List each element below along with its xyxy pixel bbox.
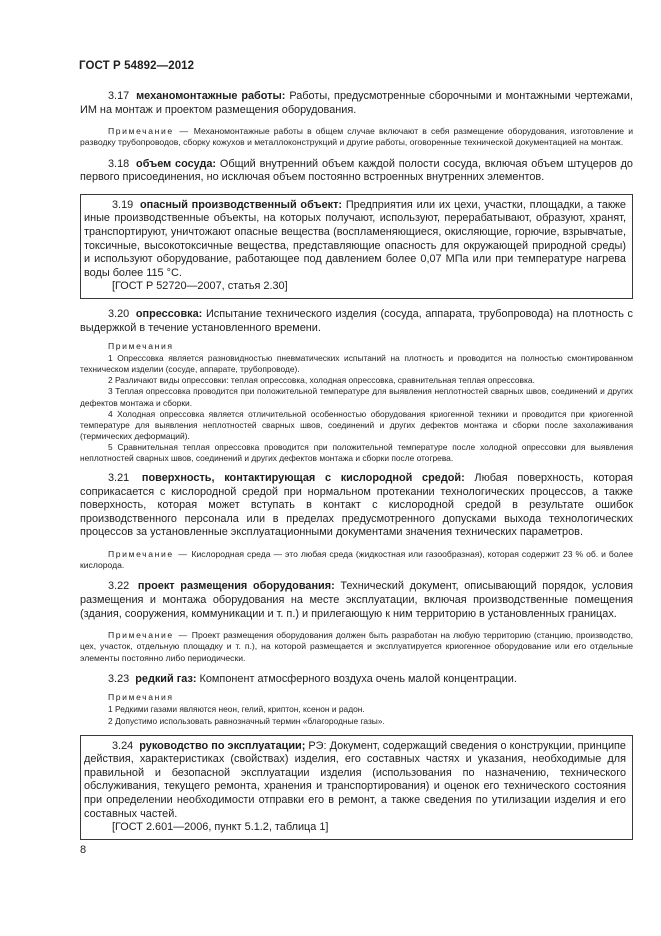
document-header: ГОСТ Р 54892—2012 [79, 60, 195, 72]
term-source: [ГОСТ 2.601—2006, пункт 5.1.2, таблица 1] [112, 821, 329, 834]
term-3-20-notes [80, 341, 633, 464]
note-label: Примечание — [108, 549, 189, 560]
term-definition: Работы, предусмотренные сборочными и монтажными чертежами, ИМ на монтаж и проектом размещения оборудования. [80, 90, 634, 116]
term-3-17 [80, 90, 633, 117]
term-number: 3.23 [108, 672, 130, 685]
term-number: 3.20 [108, 307, 130, 320]
term-definition: Любая поверхность, которая соприкасается с кислородной средой при нормальном протекании технологических процессов, а также поверхность, которая может вступать в контакт с кислородной средой в результате ошибок производственного персонала или в пределах предусмотренного допусками выхода технологических процессов за установленные эксплуатационными документами значения технических параметров. [80, 472, 633, 539]
term-name: проект размещения оборудования: [137, 580, 335, 593]
term-definition: Испытание технического изделия (сосуда, аппарата, трубопровода) на плотность с выдержкой в течение установленного времени. [80, 307, 633, 334]
term-3-19 [84, 199, 626, 281]
term-number: 3.17 [108, 90, 130, 102]
term-definition: Общий внутренний объем каждой полости сосуда, включая объем штуцеров до первого присоединения, но исключая объем постоянно встроенных внутренних элементов. [80, 157, 633, 184]
note-item: 5 Сравнительная теплая опрессовка проводится при положительной температуре после холодной опрессовки для выявления неплотностей сварных швов, соединений и других дефектов монтажа и сборки после отогрева. [80, 441, 633, 463]
term-source: [ГОСТ Р 52720—2007, статья 2.30] [112, 280, 288, 293]
note-item: 1 Редкими газами являются неон, гелий, криптон, ксенон и радон. [108, 704, 365, 715]
note-text: Проект размещения оборудования должен быть разработан на любую территорию (станцию, производство, цех, участок, отдельную площадку и т. п.), на которой размещается и эксплуатируется криогенное оборудование или его отдельные элементы постоянно либо периодически. [80, 630, 633, 663]
term-number: 3.18 [108, 157, 130, 170]
note-text: Механомонтажные работы в общем случае включают в себя размещение оборудования, изготовление и разводку трубопроводов, сборку кожухов и металлоконструкций и другие работы, оговоренные технической документацией на монтаж. [80, 126, 633, 148]
term-definition: Технический документ, описывающий порядок, условия размещения и монтажа оборудования на месте эксплуатации, включая производственные помещения (здания, сооружения, коммуникации и т. п.) и прилегающую к ним территорию в установленных границах. [80, 580, 633, 620]
term-3-21 [80, 472, 633, 540]
term-3-22-note [80, 630, 633, 664]
term-definition: Компонент атмосферного воздуха очень малой концентрации. [199, 672, 517, 685]
term-3-23 [80, 673, 633, 687]
term-3-22 [80, 580, 633, 621]
page-number: 8 [80, 844, 87, 856]
term-3-23-notes [80, 692, 633, 726]
term-name: руководство по эксплуатации; [139, 739, 306, 752]
term-3-18 [80, 158, 633, 185]
term-3-17-note [80, 126, 633, 148]
note-label: Примечание — [108, 126, 190, 137]
term-3-20 [80, 308, 633, 335]
term-definition: РЭ: Документ, содержащий сведения о конструкции, принципе действия, характеристиках (свойствах) изделия, его составных частях и указания, необходимые для правильной и безопасной эксплуатации изделия (использования по назначению, технического обслуживания, текущего ремонта, хранения и транспортирования) и оценок его технического состояния при определении необходимости отправки его в ремонт, а также сведения по утилизации изделия и его составных частей. [84, 739, 626, 820]
term-number: 3.24 [112, 739, 134, 752]
term-3-21-note [80, 549, 633, 571]
document-body [80, 90, 633, 849]
note-item: 4 Холодная опрессовка является отличительной особенностью оборудования криогенной техники и проводится при криогенной температуре для выявления неплотностей сварных швов, соединений и других дефектов монтажа и сборки после захолаживания (термических деформаций). [80, 408, 633, 441]
term-number: 3.22 [108, 580, 130, 593]
term-name: опрессовка: [135, 307, 203, 320]
note-item: 2 Различают виды опрессовки: теплая опрессовка, холодная опрессовка, сравнительная теплая опрессовка. [108, 375, 535, 386]
term-number: 3.21 [108, 472, 130, 485]
note-item: 1 Опрессовка является разновидностью пневматических испытаний на плотность и проводится на полностью смонтированном техническом изделии (сосуде, аппарате, трубопроводе). [80, 353, 633, 375]
note-label: Примечание — [108, 630, 189, 641]
term-definition: Предприятия или их цехи, участки, площадки, а также иные производственные объекты, на которых получают, используют, перерабатывают, образуют, хранят, транспортируют, уничтожают опасные вещества (воспламеняющиеся, окисляющие, горючие, взрывчатые, токсичные, высокотоксичные вещества, представляющие опасность для окружающей природной среды) и используют оборудование, работающее под давлением более 0,07 МПа или при температуре нагрева воды более 115 °С. [84, 198, 626, 279]
term-3-24 [84, 740, 626, 822]
notes-label: Примечания [108, 692, 174, 703]
term-3-19-box [80, 194, 633, 299]
note-item: 2 Допустимо использовать равнозначный термин «благородные газы». [108, 715, 385, 726]
note-item: 3 Теплая опрессовка проводится при положительной температуре для выявления неплотностей сварных швов, соединений и других дефектов монтажа и сборки. [80, 386, 633, 408]
term-3-24-box [80, 735, 633, 840]
term-name: поверхность, контактирующая с кислородной средой: [141, 472, 465, 485]
term-name: механомонтажные работы: [136, 90, 286, 102]
term-name: редкий газ: [135, 672, 197, 685]
notes-label: Примечания [108, 341, 174, 352]
note-text: Кислородная среда — это любая среда (жидкостная или газообразная), которая содержит 23 % об. и более кислорода. [80, 549, 633, 571]
term-name: опасный производственный объект: [139, 198, 343, 211]
term-number: 3.19 [112, 198, 134, 211]
term-name: объем сосуда: [136, 157, 217, 170]
